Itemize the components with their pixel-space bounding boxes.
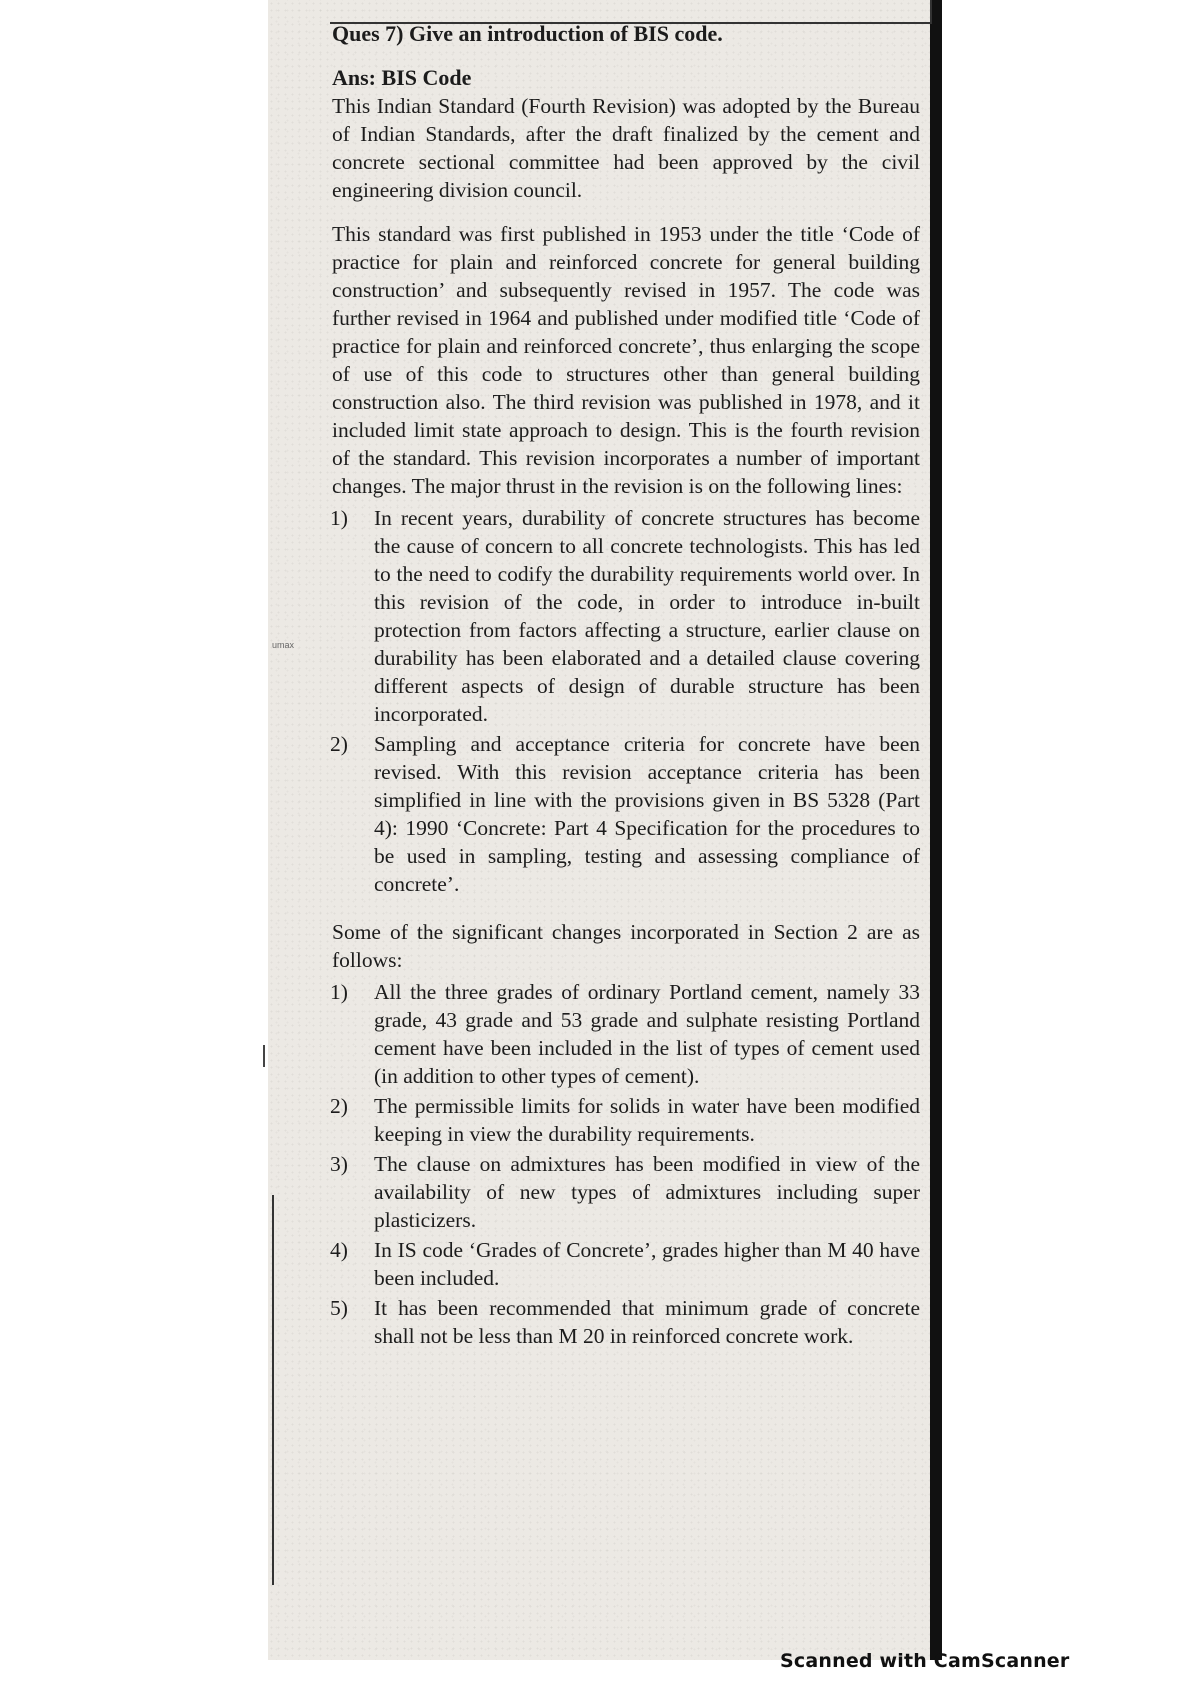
list-item-number: 4)	[330, 1238, 348, 1262]
list-item-text: All the three grades of ordinary Portland cement, namely 33 grade, 43 grade and 53 grade and sulphate resisting Portland cement have been included in the list of types of cement used (in addition to other types of cement).	[374, 980, 920, 1088]
document-body	[330, 20, 920, 1370]
list-item-text: Sampling and acceptance criteria for concrete have been revised. With this revision acceptance criteria has been simplified in line with the provisions given in BS 5328 (Part 4): 1990 ‘Concrete: Part 4 Specification for the procedures to be used in sampling, testing and assessing compliance of concrete’.	[374, 732, 920, 896]
margin-note: umax	[272, 640, 295, 650]
list-item-number: 5)	[330, 1296, 348, 1320]
section2-changes-list	[330, 978, 920, 1350]
list-item	[330, 1236, 920, 1292]
section2-intro-paragraph: Some of the significant changes incorporated in Section 2 are as follows:	[332, 920, 920, 972]
question-heading: Ques 7) Give an introduction of BIS code.	[332, 21, 723, 46]
list-item	[330, 1294, 920, 1350]
list-item-number: 3)	[330, 1152, 348, 1176]
list-item-text: It has been recommended that minimum grade of concrete shall not be less than M 20 in reinforced concrete work.	[374, 1296, 920, 1348]
list-item-text: The clause on admixtures has been modified in view of the availability of new types of admixtures including super plasticizers.	[374, 1152, 920, 1232]
left-margin-rule	[272, 1195, 274, 1585]
left-margin-tick	[263, 1045, 265, 1067]
list-item	[330, 1150, 920, 1234]
list-item-text: In IS code ‘Grades of Concrete’, grades higher than M 40 have been included.	[374, 1238, 920, 1290]
answer-label: Ans: BIS Code	[332, 65, 472, 90]
scanner-watermark: Scanned with CamScanner	[780, 1650, 1070, 1672]
list-item	[330, 730, 920, 898]
history-paragraph: This standard was first published in 1953 under the title ‘Code of practice for plain and reinforced concrete for general building construction’ and subsequently revised in 1957. The code was further revised in 1964 and published under modified title ‘Code of practice for plain and reinforced concrete’, thus enlarging the scope of use of this code to structures other than general building construction also. The third revision was published in 1978, and it included limit state approach to design. This is the fourth revision of the standard. This revision incorporates a number of important changes. The major thrust in the revision is on the following lines:	[332, 222, 920, 498]
list-item-number: 2)	[330, 1094, 348, 1118]
list-item-number: 1)	[330, 506, 348, 530]
list-item-text: In recent years, durability of concrete structures has become the cause of concern to all concrete technologists. This has led to the need to codify the durability requirements world over. In this revision of the code, in order to introduce in-built protection from factors affecting a structure, earlier clause on durability has been elaborated and a detailed clause covering different aspects of design of durable structure has been incorporated.	[374, 506, 920, 726]
scan-edge-shadow	[930, 0, 942, 1660]
revision-thrust-list	[330, 504, 920, 898]
list-item	[330, 504, 920, 728]
list-item-text: The permissible limits for solids in water have been modified keeping in view the durability requirements.	[374, 1094, 920, 1146]
list-item-number: 1)	[330, 980, 348, 1004]
list-item-number: 2)	[330, 732, 348, 756]
intro-paragraph: This Indian Standard (Fourth Revision) was adopted by the Bureau of Indian Standards, after the draft finalized by the cement and concrete sectional committee had been approved by the civil engineering division council.	[332, 94, 920, 202]
list-item	[330, 1092, 920, 1148]
list-item	[330, 978, 920, 1090]
